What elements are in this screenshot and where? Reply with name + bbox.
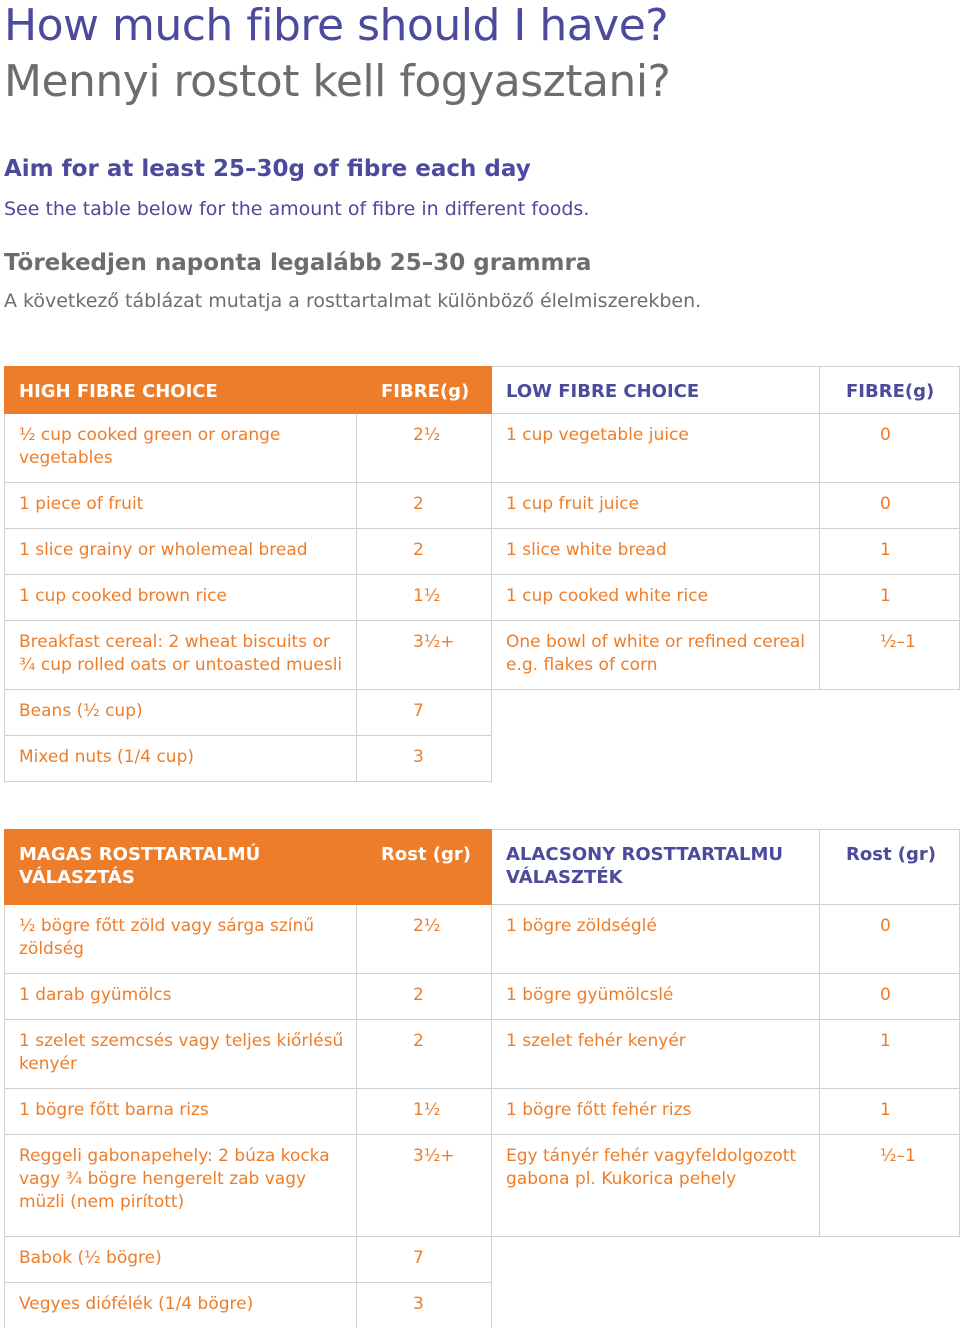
table-row: [5, 1020, 960, 1089]
high-fibre-food: Reggeli gabonapehely: 2 búza kocka vagy ¾ bögre hengerelt zab vagy müzli (nem pirított): [5, 1135, 357, 1237]
high-fibre-food: Vegyes diófélék (1/4 bögre): [5, 1283, 357, 1328]
low-fibre-food: 1 bögre zöldséglé: [492, 905, 820, 974]
empty-cell: [820, 1237, 960, 1283]
header-high-fibre-hu: MAGAS ROSTTARTALMÚ VÁLASZTÁS: [5, 830, 357, 905]
empty-cell: [492, 1283, 820, 1328]
high-fibre-food: Babok (½ bögre): [5, 1237, 357, 1283]
low-fibre-grams: 0: [820, 483, 960, 529]
aim-subtext-hu: A következő táblázat mutatja a rosttartalmat különböző élelmiszerekben.: [4, 290, 702, 312]
high-fibre-food: 1 piece of fruit: [5, 483, 357, 529]
table-row: [5, 905, 960, 974]
high-fibre-food: 1 bögre főtt barna rizs: [5, 1089, 357, 1135]
header-fibre-g-low: FIBRE(g): [820, 367, 960, 414]
table-row: [5, 1237, 960, 1283]
empty-cell: [820, 690, 960, 736]
high-fibre-grams: 2½: [357, 414, 492, 483]
low-fibre-grams: ½–1: [820, 621, 960, 690]
page-title-en: How much fibre should I have?: [4, 0, 669, 51]
table-row: [5, 1089, 960, 1135]
high-fibre-grams: 3: [357, 736, 492, 782]
high-fibre-grams: 7: [357, 690, 492, 736]
high-fibre-grams: 2: [357, 1020, 492, 1089]
high-fibre-grams: 1½: [357, 575, 492, 621]
high-fibre-grams: 2: [357, 974, 492, 1020]
fibre-table-en: [4, 366, 960, 782]
high-fibre-grams: 2: [357, 529, 492, 575]
table-row: [5, 414, 960, 483]
aim-heading-hu: Törekedjen naponta legalább 25–30 grammra: [4, 250, 592, 276]
high-fibre-grams: 2½: [357, 905, 492, 974]
high-fibre-grams: 3: [357, 1283, 492, 1328]
table-row: [5, 483, 960, 529]
empty-cell: [492, 690, 820, 736]
low-fibre-food: 1 cup cooked white rice: [492, 575, 820, 621]
high-fibre-food: 1 cup cooked brown rice: [5, 575, 357, 621]
low-fibre-grams: ½–1: [820, 1135, 960, 1237]
low-fibre-grams: 0: [820, 414, 960, 483]
high-fibre-grams: 3½+: [357, 1135, 492, 1237]
low-fibre-food: Egy tányér fehér vagyfeldolgozott gabona pl. Kukorica pehely: [492, 1135, 820, 1237]
high-fibre-food: 1 slice grainy or wholemeal bread: [5, 529, 357, 575]
low-fibre-food: 1 slice white bread: [492, 529, 820, 575]
table-row: [5, 529, 960, 575]
low-fibre-grams: 0: [820, 905, 960, 974]
high-fibre-food: Mixed nuts (1/4 cup): [5, 736, 357, 782]
table-row: [5, 690, 960, 736]
low-fibre-food: One bowl of white or refined cereal e.g. flakes of corn: [492, 621, 820, 690]
high-fibre-food: Beans (½ cup): [5, 690, 357, 736]
low-fibre-grams: 1: [820, 1020, 960, 1089]
high-fibre-food: 1 darab gyümölcs: [5, 974, 357, 1020]
page-title-hu: Mennyi rostot kell fogyasztani?: [4, 56, 671, 107]
header-rost-low: Rost (gr): [820, 830, 960, 905]
low-fibre-food: 1 cup fruit juice: [492, 483, 820, 529]
fibre-table-hu: [4, 829, 960, 1328]
low-fibre-grams: 1: [820, 575, 960, 621]
empty-cell: [492, 736, 820, 782]
high-fibre-food: ½ cup cooked green or orange vegetables: [5, 414, 357, 483]
high-fibre-grams: 2: [357, 483, 492, 529]
table-row: [5, 1135, 960, 1237]
high-fibre-grams: 7: [357, 1237, 492, 1283]
table-row: [5, 974, 960, 1020]
empty-cell: [820, 1283, 960, 1328]
low-fibre-food: 1 szelet fehér kenyér: [492, 1020, 820, 1089]
table-header-row: [5, 830, 960, 905]
empty-cell: [492, 1237, 820, 1283]
header-fibre-g-high: FIBRE(g): [357, 367, 492, 414]
empty-cell: [820, 736, 960, 782]
header-low-fibre-hu: ALACSONY ROSTTARTALMU VÁLASZTÉK: [492, 830, 820, 905]
high-fibre-food: 1 szelet szemcsés vagy teljes kiőrlésű kenyér: [5, 1020, 357, 1089]
header-rost-high: Rost (gr): [357, 830, 492, 905]
low-fibre-grams: 0: [820, 974, 960, 1020]
header-high-fibre: HIGH FIBRE CHOICE: [5, 367, 357, 414]
aim-subtext-en: See the table below for the amount of fibre in different foods.: [4, 198, 590, 220]
high-fibre-food: Breakfast cereal: 2 wheat biscuits or ¾ cup rolled oats or untoasted muesli: [5, 621, 357, 690]
table-row: [5, 575, 960, 621]
high-fibre-food: ½ bögre főtt zöld vagy sárga színű zöldség: [5, 905, 357, 974]
header-low-fibre: LOW FIBRE CHOICE: [492, 367, 820, 414]
low-fibre-grams: 1: [820, 1089, 960, 1135]
table-header-row: [5, 367, 960, 414]
table-row: [5, 621, 960, 690]
aim-heading-en: Aim for at least 25–30g of fibre each day: [4, 156, 531, 182]
low-fibre-food: 1 bögre gyümölcslé: [492, 974, 820, 1020]
table-row: [5, 1283, 960, 1328]
low-fibre-food: 1 cup vegetable juice: [492, 414, 820, 483]
low-fibre-food: 1 bögre főtt fehér rizs: [492, 1089, 820, 1135]
low-fibre-grams: 1: [820, 529, 960, 575]
table-row: [5, 736, 960, 782]
high-fibre-grams: 3½+: [357, 621, 492, 690]
high-fibre-grams: 1½: [357, 1089, 492, 1135]
